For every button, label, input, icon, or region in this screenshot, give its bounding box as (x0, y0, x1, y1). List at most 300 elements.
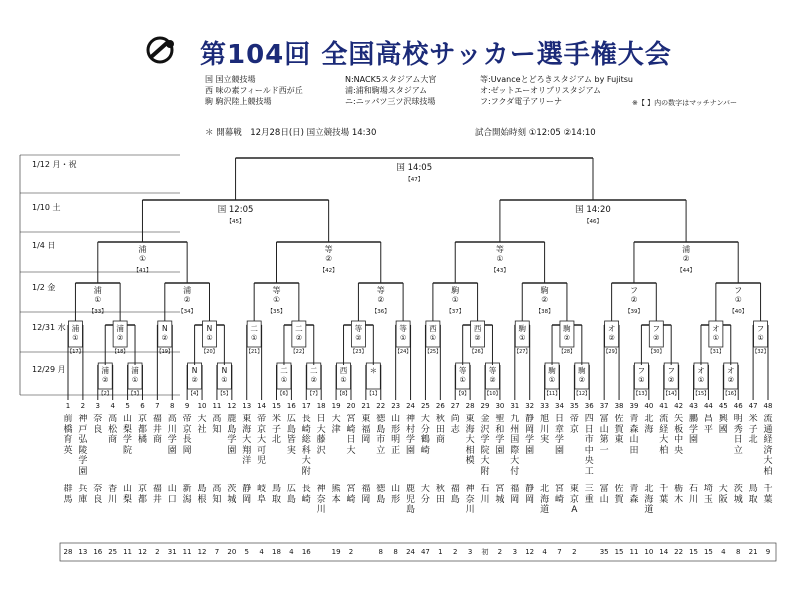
r1-venue: 等 (458, 366, 467, 375)
team-school: 尚志 (450, 414, 460, 435)
team-school: 東福岡 (361, 414, 371, 445)
team-appearances: 初 (481, 548, 489, 556)
r1-venue: オ (697, 366, 705, 375)
team-school: 帝京大可児 (257, 414, 267, 466)
r1-match-number: 【8】 (336, 391, 351, 397)
r1-match-number: 【12】 (573, 391, 591, 397)
team-appearances: 16 (301, 548, 311, 556)
team-prefecture: 石川 (480, 484, 490, 505)
r3-time: ② (541, 295, 548, 304)
team-number: 38 (614, 402, 624, 410)
r2-match-number: 【22】 (290, 349, 308, 355)
r2-time: ① (206, 334, 213, 342)
team-number: 20 (346, 402, 356, 410)
team-appearances: 11 (182, 548, 192, 556)
team-appearances: 25 (108, 548, 118, 556)
team-number: 46 (733, 402, 743, 410)
semifinal-venue: 国 14:20 (575, 205, 611, 215)
r1-venue: 駒 (548, 366, 556, 375)
team-school: 金沢学院大附 (480, 414, 490, 477)
team-appearances: 35 (599, 548, 609, 556)
team-number: 44 (703, 402, 713, 410)
r1-time: ② (191, 376, 198, 384)
team-prefecture: 茨城 (227, 484, 237, 505)
start-times: 試合開始時刻 ①12:05 ②14:10 (475, 128, 596, 138)
team-prefecture: 千葉 (659, 484, 669, 505)
team-appearances: 15 (689, 548, 698, 556)
r2-time: ② (295, 334, 302, 342)
team-number: 4 (110, 402, 115, 410)
team-appearances: 3 (512, 548, 518, 556)
team-prefecture: 神奈川 (465, 484, 475, 515)
r1-match-number: 【7】 (307, 391, 321, 397)
team-appearances: 19 (331, 548, 341, 556)
r1-venue: 二 (309, 366, 318, 375)
team-prefecture: 徳島 (376, 484, 386, 505)
team-number: 34 (555, 402, 564, 410)
team-prefecture: 福岡 (510, 484, 520, 505)
r3-time: ② (377, 295, 385, 304)
r1-venue: N (191, 366, 198, 375)
team-appearances: 10 (644, 548, 654, 556)
team-prefecture: 千葉 (763, 484, 773, 505)
r2-match-number: 【19】 (156, 349, 173, 355)
qf-venue: 等 (495, 245, 504, 254)
team-prefecture: 大分 (420, 484, 430, 505)
team-appearances: 2 (348, 548, 354, 556)
r3-time: ① (273, 295, 280, 304)
team-prefecture: 鹿児島 (406, 484, 416, 515)
r2-venue: フ (652, 324, 661, 333)
legend-item: 等:Uvanceとどろきスタジアム by Fujitsu (480, 75, 633, 84)
r2-time: ① (519, 334, 526, 342)
r2-venue: 西 (429, 324, 437, 333)
team-number: 6 (140, 402, 145, 410)
legend-item: オ:ゼットエーオリプリスタジアム (480, 86, 602, 95)
qf-match-number: 【41】 (133, 268, 152, 274)
r3-venue: フ (629, 286, 638, 295)
team-school: 大津 (331, 414, 341, 435)
qf-venue: 浦 (682, 245, 691, 254)
team-number: 7 (155, 402, 160, 410)
r2-venue: オ (712, 324, 720, 333)
legend-item: 国 国立競技場 (205, 75, 256, 84)
team-school: 帝京長岡 (182, 414, 192, 456)
r3-time: ② (630, 295, 638, 304)
r2-time: ② (474, 334, 481, 342)
team-appearances: 8 (735, 548, 741, 556)
team-number: 35 (569, 402, 579, 410)
team-number: 18 (316, 402, 326, 410)
team-appearances: 4 (542, 548, 547, 556)
team-school: 宮崎日大 (346, 414, 356, 456)
r3-time: ① (94, 295, 102, 304)
r2-venue: オ (607, 324, 616, 333)
r2-venue: 西 (473, 324, 482, 333)
team-number: 27 (450, 402, 460, 410)
team-appearances: 7 (557, 548, 562, 556)
team-prefecture: 宮城 (495, 484, 505, 505)
qf-time: ① (139, 254, 146, 263)
r2-venue: 二 (250, 324, 258, 333)
team-appearances: 24 (406, 548, 415, 556)
r3-venue: 等 (272, 286, 281, 295)
team-appearances: 21 (748, 548, 758, 556)
semifinal-match-number: 【46】 (584, 219, 602, 225)
r2-venue: 二 (295, 324, 303, 333)
r3-match-number: 【37】 (446, 309, 465, 315)
team-prefecture: 静岡 (242, 484, 252, 505)
team-prefecture: 山口 (167, 484, 177, 505)
team-prefecture: 富山 (599, 484, 609, 505)
r1-time: ① (459, 376, 466, 384)
r1-venue: ＊ (369, 366, 378, 375)
r1-match-number: 【11】 (543, 391, 561, 397)
r1-match-number: 【16】 (722, 391, 739, 397)
team-number: 39 (629, 402, 639, 410)
team-prefecture: 香川 (108, 484, 118, 505)
team-school: 神村学園 (406, 414, 416, 456)
team-number: 5 (125, 402, 130, 410)
r2-time: ① (757, 334, 764, 342)
team-appearances: 12 (525, 548, 535, 556)
r1-venue: フ (637, 366, 646, 375)
team-school: 神戸弘陵学園 (78, 414, 88, 477)
team-number: 33 (540, 402, 550, 410)
r2-time: ② (608, 334, 615, 342)
team-prefecture: 島根 (197, 484, 207, 505)
r1-time: ① (697, 376, 705, 384)
r2-match-number: 【26】 (469, 349, 486, 355)
r2-match-number: 【24】 (394, 349, 412, 355)
team-prefecture: 埼玉 (703, 484, 713, 505)
round-label: 1/10 土 (32, 203, 61, 212)
qf-venue: 浦 (138, 245, 147, 254)
team-number: 31 (510, 402, 520, 410)
qf-venue: 等 (324, 245, 333, 254)
team-school: 米子北 (271, 414, 281, 445)
team-appearances: 18 (272, 548, 281, 556)
r3-venue: 駒 (451, 286, 460, 295)
team-school: 四日市中央工 (584, 414, 594, 477)
round-label: 1/12 月・祝 (32, 160, 77, 169)
team-school: 奈良 (93, 414, 103, 435)
semifinal-match-number: 【45】 (226, 219, 245, 225)
r1-match-number: 【3】 (128, 391, 142, 397)
team-number: 43 (689, 402, 698, 410)
r1-time: ② (489, 376, 496, 384)
team-appearances: 4 (721, 548, 726, 556)
r3-match-number: 【39】 (624, 309, 643, 315)
r1-venue: フ (667, 366, 675, 375)
r3-match-number: 【33】 (88, 309, 107, 315)
team-school: 聖和学園 (495, 414, 505, 456)
team-number: 48 (763, 402, 773, 410)
team-school: 大分鶴崎 (420, 414, 430, 456)
team-appearances: 4 (259, 548, 264, 556)
r1-time: ② (102, 376, 109, 384)
team-number: 3 (95, 402, 101, 410)
r2-time: ① (712, 334, 720, 342)
team-school: 大社 (197, 414, 207, 435)
r2-match-number: 【25】 (424, 349, 442, 355)
team-prefecture: 長崎 (301, 484, 311, 505)
legend-item: 西 味の素フィールド西が丘 (205, 86, 303, 95)
team-number: 29 (480, 402, 490, 410)
team-prefecture: 奈良 (93, 484, 103, 505)
team-number: 42 (674, 402, 684, 410)
team-school: 青森山田 (629, 414, 639, 456)
team-appearances: 8 (378, 548, 383, 556)
opening-match-info: ＊ 開幕戦 12月28日(日) 国立競技場 14:30 (205, 128, 377, 138)
r1-match-number: 【2】 (98, 391, 112, 397)
team-appearances: 20 (227, 548, 237, 556)
qf-time: ① (496, 254, 504, 263)
team-school: 福井商 (152, 414, 162, 445)
r1-time: ② (578, 376, 585, 384)
team-school: 長崎総科大附 (301, 414, 311, 477)
team-number: 30 (495, 402, 505, 410)
team-number: 14 (257, 402, 267, 410)
team-appearances: 28 (63, 548, 73, 556)
team-school: 山梨学院 (123, 414, 133, 456)
team-number: 32 (525, 402, 535, 410)
team-school: 鵬学園 (689, 414, 699, 445)
team-appearances: 2 (155, 548, 160, 556)
team-prefecture: 鳥取 (271, 484, 281, 505)
team-school: 矢板中央 (674, 414, 684, 456)
qf-time: ② (325, 254, 333, 263)
r2-venue: N (161, 324, 168, 333)
team-number: 25 (420, 402, 430, 410)
team-appearances: 2 (497, 548, 503, 556)
r1-time: ① (638, 376, 645, 384)
r2-match-number: 【23】 (350, 349, 367, 355)
team-number: 17 (301, 402, 311, 410)
r2-match-number: 【18】 (111, 349, 129, 355)
r3-venue: 浦 (183, 286, 192, 295)
r2-time: ① (251, 334, 258, 342)
team-prefecture: 静岡 (525, 484, 535, 505)
team-school: 帝京 (569, 414, 579, 435)
team-number: 24 (406, 402, 415, 410)
team-prefecture: 熊本 (331, 484, 341, 505)
team-school: 秋田商 (435, 414, 445, 445)
team-prefecture: 福井 (152, 484, 162, 505)
team-school: 佐賀東 (614, 414, 624, 445)
r2-venue: 駒 (563, 324, 571, 333)
round-label: 12/29 月 (32, 365, 66, 374)
team-prefecture: 宮崎 (554, 484, 564, 505)
r2-time: ② (563, 334, 571, 342)
team-prefecture: 広島 (286, 484, 296, 505)
r2-time: ② (161, 334, 168, 342)
qf-match-number: 【43】 (490, 268, 509, 274)
r1-match-number: 【5】 (217, 391, 231, 397)
r1-venue: 駒 (578, 366, 586, 375)
team-number: 22 (376, 402, 386, 410)
r1-venue: 浦 (131, 366, 139, 375)
r1-match-number: 【1】 (366, 391, 380, 397)
r2-time: ② (653, 334, 660, 342)
team-number: 21 (361, 402, 371, 410)
team-number: 23 (391, 402, 401, 410)
r1-match-number: 【15】 (692, 391, 710, 397)
team-school: 日章学園 (554, 414, 564, 456)
r2-match-number: 【20】 (201, 349, 218, 355)
team-prefecture: 佐賀 (614, 484, 624, 505)
team-appearances: 2 (572, 548, 577, 556)
team-school: 京都橘 (137, 414, 147, 445)
qf-match-number: 【42】 (319, 268, 338, 274)
team-appearances: 11 (629, 548, 639, 556)
team-number: 19 (331, 402, 341, 410)
r3-venue: 駒 (540, 286, 549, 295)
team-prefecture: 栃木 (674, 484, 684, 505)
team-number: 28 (465, 402, 475, 410)
r2-match-number: 【17】 (67, 349, 84, 355)
team-number: 16 (286, 402, 296, 410)
r2-time: ② (116, 334, 124, 342)
r3-match-number: 【38】 (535, 309, 554, 315)
team-prefecture: 三重 (584, 484, 594, 505)
round-label: 1/2 金 (32, 283, 56, 292)
team-prefecture: 大阪 (718, 484, 728, 505)
r2-match-number: 【21】 (245, 349, 263, 355)
team-school: 高知 (212, 414, 222, 435)
r1-venue: オ (727, 366, 735, 375)
team-school: 高川学園 (167, 414, 177, 456)
team-school: 流通経済大柏 (763, 414, 773, 477)
r1-venue: 等 (488, 366, 497, 375)
team-number: 10 (197, 402, 207, 410)
team-appearances: 11 (123, 548, 133, 556)
qf-time: ② (682, 254, 690, 263)
r2-venue: 浦 (116, 324, 124, 333)
team-prefecture: 北海道 (644, 484, 654, 515)
round-label: 12/31 水 (32, 323, 66, 332)
r1-time: ① (280, 376, 288, 384)
team-number: 45 (718, 402, 728, 410)
team-school: 静岡学園 (525, 414, 535, 456)
final-match-number: 【47】 (405, 177, 424, 183)
team-number: 26 (435, 402, 445, 410)
team-prefecture: 北海道 (540, 484, 550, 515)
legend-item: ニ:ニッパツ三ツ沢球技場 (345, 97, 436, 106)
team-number: 2 (80, 402, 86, 410)
r1-match-number: 【9】 (456, 391, 470, 397)
team-appearances: 12 (137, 548, 147, 556)
r2-match-number: 【28】 (558, 349, 576, 355)
team-school: 徳島市立 (376, 414, 386, 456)
team-school: 日大藤沢 (316, 414, 326, 456)
team-prefecture: 宮崎 (346, 484, 356, 505)
team-prefecture: 福島 (450, 484, 460, 505)
r1-time: ② (668, 376, 675, 384)
team-appearances: 12 (197, 548, 207, 556)
r2-time: ① (429, 334, 437, 342)
r3-match-number: 【36】 (371, 309, 390, 315)
team-school: 東海大翔洋 (242, 414, 252, 466)
legend-item: 浦:浦和駒場スタジアム (345, 86, 428, 95)
r3-match-number: 【40】 (729, 309, 748, 315)
team-school: 東海大相模 (465, 414, 475, 466)
r3-match-number: 【35】 (267, 309, 286, 315)
team-appearances: 3 (467, 548, 473, 556)
r2-match-number: 【29】 (603, 349, 620, 355)
r2-time: ① (72, 334, 79, 342)
team-number: 40 (644, 402, 654, 410)
r2-venue: 等 (354, 324, 363, 333)
r3-time: ② (183, 295, 191, 304)
team-number: 8 (170, 402, 175, 410)
team-number: 47 (748, 402, 758, 410)
team-prefecture: 秋田 (435, 484, 445, 505)
round-label: 1/4 日 (32, 241, 56, 250)
r3-venue: 浦 (93, 286, 102, 295)
team-prefecture: 兵庫 (78, 484, 88, 505)
team-prefecture: 山梨 (123, 484, 133, 505)
team-number: 12 (227, 402, 237, 410)
team-appearances: 1 (438, 548, 443, 556)
team-prefecture: 山形 (391, 484, 401, 505)
team-school: 富山第一 (599, 414, 609, 456)
team-school: 山形明正 (391, 414, 401, 456)
team-appearances: 2 (452, 548, 458, 556)
team-appearances: 9 (765, 548, 771, 556)
r2-match-number: 【30】 (648, 349, 665, 355)
r1-time: ① (131, 376, 139, 384)
r3-venue: 等 (376, 286, 385, 295)
team-appearances: 47 (420, 548, 430, 556)
semifinal-venue: 国 12:05 (217, 205, 254, 215)
team-prefecture: 新潟 (182, 484, 192, 505)
r1-match-number: 【4】 (188, 391, 202, 397)
r1-time: ② (727, 376, 734, 384)
r1-venue: N (221, 366, 228, 375)
team-school: 明秀日立 (733, 414, 743, 456)
team-number: 1 (65, 402, 71, 410)
r2-match-number: 【31】 (707, 349, 725, 355)
team-school: 旭川実 (540, 414, 550, 445)
r1-venue: 西 (339, 366, 348, 375)
team-prefecture: 青森 (629, 484, 639, 505)
r1-match-number: 【13】 (633, 391, 650, 397)
r2-venue: 浦 (71, 324, 80, 333)
team-appearances: 14 (659, 548, 669, 556)
r2-time: ① (399, 334, 407, 342)
team-school: 流経大柏 (659, 414, 669, 456)
team-prefecture: 鳥取 (748, 484, 758, 505)
team-school: 高松商 (108, 414, 118, 445)
r2-venue: フ (756, 324, 765, 333)
team-prefecture: 京都 (137, 484, 147, 505)
r2-venue: N (206, 324, 213, 333)
team-number: 11 (212, 402, 222, 410)
team-prefecture: 福岡 (361, 484, 371, 505)
r3-time: ① (451, 295, 459, 304)
team-appearances: 16 (93, 548, 103, 556)
team-school: 興國 (718, 414, 728, 435)
team-school: 鹿島学園 (227, 414, 237, 456)
team-appearances: 15 (614, 548, 624, 556)
page-title: 第104回 全国高校サッカー選手権大会 (200, 40, 672, 70)
team-number: 9 (184, 402, 190, 410)
team-appearances: 4 (289, 548, 294, 556)
team-appearances: 22 (674, 548, 684, 556)
team-prefecture: 群馬 (63, 484, 73, 505)
team-number: 41 (659, 402, 669, 410)
